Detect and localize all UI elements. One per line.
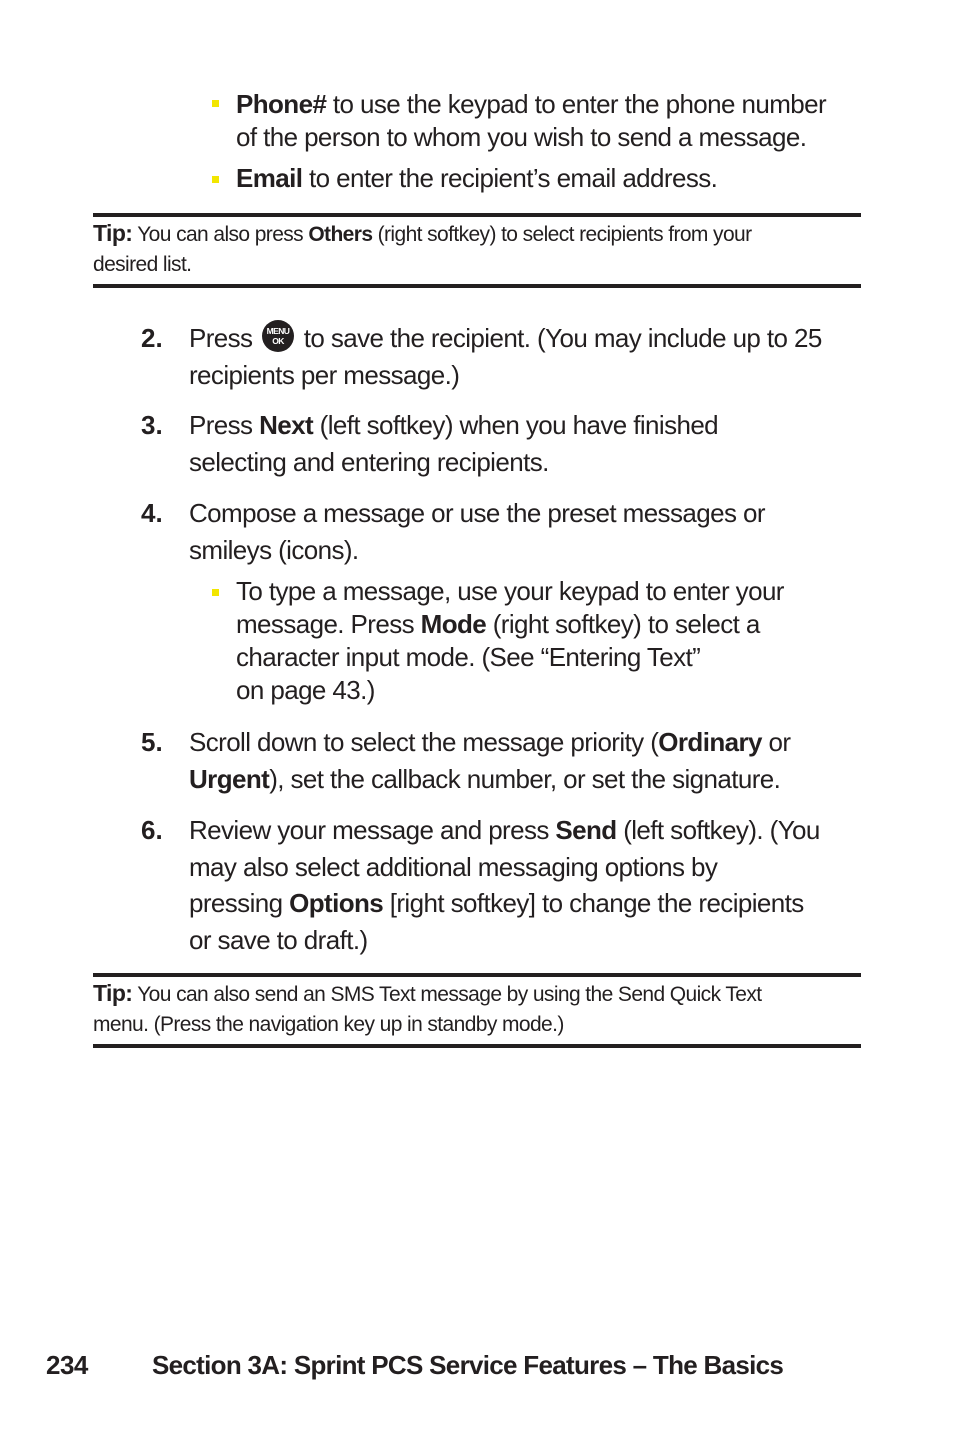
step-6: Review your message and press Send (left softkey). (You may also select additional messaging options by pressing Options [right softkey] to change the recipients or save to draft.) xyxy=(189,815,820,955)
step-4-bullet: To type a message, use your keypad to enter your message. Press Mode (right softkey) to select a character input mode. (See “Entering Text” on page 43.) xyxy=(236,576,784,705)
bullet-square xyxy=(212,176,219,183)
tip-box-1: Tip: You can also press Others (right softkey) to select recipients from your desired list. xyxy=(93,220,752,276)
menu-ok-key-icon xyxy=(261,319,295,353)
tip-box-2: Tip: You can also send an SMS Text message by using the Send Quick Text menu. (Press the navigation key up in standby mode.) xyxy=(93,980,762,1036)
tip-rule-top xyxy=(93,973,861,977)
step-5: Scroll down to select the message priority (Ordinary or Urgent), set the callback number, or set the signature. xyxy=(189,727,791,794)
step-number: 3. xyxy=(141,410,163,440)
section-title: Section 3A: Sprint PCS Service Features – The Basics xyxy=(152,1350,784,1380)
bullet-square xyxy=(212,100,219,107)
step-number: 4. xyxy=(141,498,163,528)
step-number: 5. xyxy=(141,727,163,757)
tip-rule-top xyxy=(93,213,861,217)
step-number: 2. xyxy=(141,323,163,353)
step-4: Compose a message or use the preset messages or smileys (icons). xyxy=(189,498,765,565)
tip-label: Tip: xyxy=(93,980,133,1006)
step-3: Press Next (left softkey) when you have finished selecting and entering recipients. xyxy=(189,410,719,477)
bullet-phone: Phone# to use the keypad to enter the phone number of the person to whom you wish to send a message. xyxy=(236,89,827,152)
svg-text:OK: OK xyxy=(272,336,284,347)
step-2: Press MENU OK to save the recipient. (You may include up to 25 recipients per message.) xyxy=(189,320,869,394)
page-number: 234 xyxy=(46,1350,88,1380)
bullet-email: Email to enter the recipient’s email address. xyxy=(236,163,718,193)
tip-rule-bottom xyxy=(93,284,861,288)
tip-rule-bottom xyxy=(93,1044,861,1048)
step-number: 6. xyxy=(141,815,163,845)
bullet-square xyxy=(212,589,219,596)
tip-label: Tip: xyxy=(93,220,133,246)
svg-text:MENU: MENU xyxy=(266,326,290,337)
